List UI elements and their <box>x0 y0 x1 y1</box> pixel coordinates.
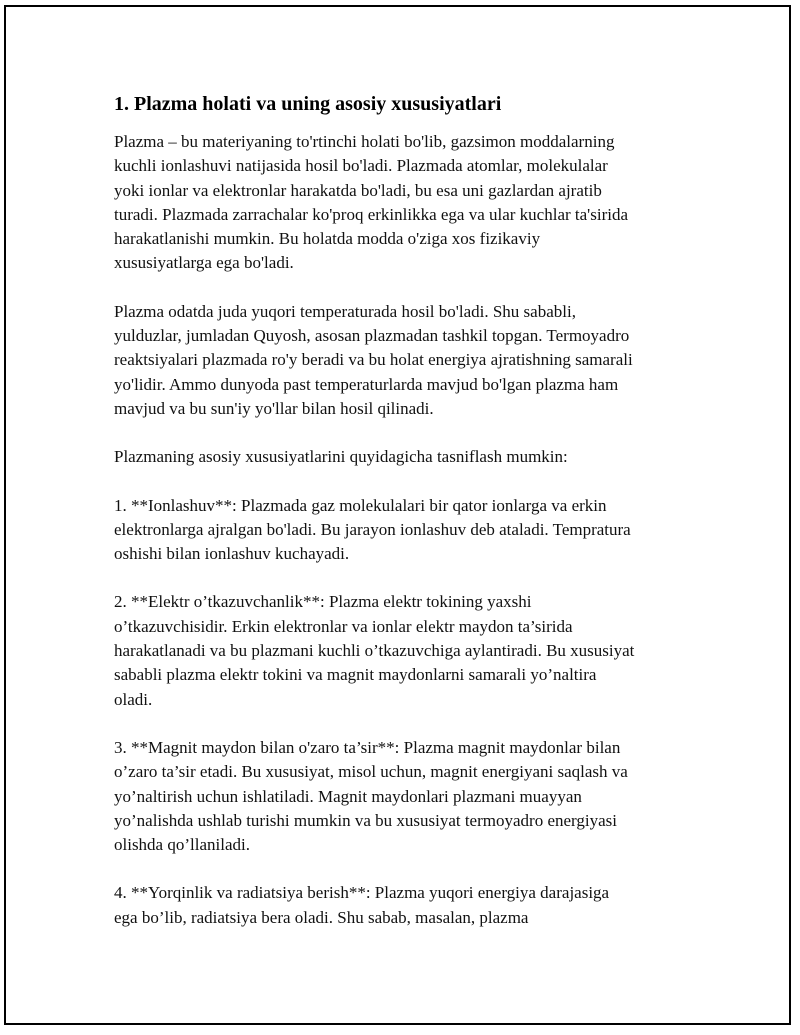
paragraph <box>114 130 694 276</box>
paragraph-line: mavjud va bu sun'iy yo'llar bilan hosil qilinadi. <box>114 398 434 418</box>
paragraph-line: ega bo’lib, radiatsiya bera oladi. Shu sabab, masalan, plazma <box>114 907 529 927</box>
paragraph-line: harakatlanadi va bu plazmani kuchli o’tkazuvchiga aylantiradi. Bu xususiyat <box>114 641 635 661</box>
paragraph-line: yo'lidir. Ammo dunyoda past temperaturlarda mavjud bo'lgan plazma ham <box>114 374 619 394</box>
paragraph <box>114 590 694 711</box>
paragraph-line: o’tkazuvchisidir. Erkin elektronlar va ionlar elektr maydon ta’sirida <box>114 616 573 636</box>
paragraph-line: 4. **Yorqinlik va radiatsiya berish**: Plazma yuqori energiya darajasiga <box>114 883 610 903</box>
paragraph-line: Plazma odatda juda yuqori temperaturada hosil bo'ladi. Shu sababli, <box>114 301 576 321</box>
paragraph-line: yo’naltirish uchun ishlatiladi. Magnit maydonlari plazmani muayyan <box>114 786 582 806</box>
paragraph-line: 1. **Ionlashuv**: Plazmada gaz molekulalari bir qator ionlarga va erkin <box>114 495 607 515</box>
paragraph-line: oshishi bilan ionlashuv kuchayadi. <box>114 544 350 564</box>
paragraph-line: yulduzlar, jumladan Quyosh, asosan plazmadan tashkil topgan. Termoyadro <box>114 326 630 346</box>
paragraph-line: xususiyatlarga ega bo'ladi. <box>114 253 294 273</box>
paragraph-line: elektronlarga ajralgan bo'ladi. Bu jarayon ionlashuv deb ataladi. Tempratura <box>114 519 631 539</box>
paragraph-line: 2. **Elektr o’tkazuvchanlik**: Plazma elektr tokining yaxshi <box>114 592 532 612</box>
paragraph-line: oladi. <box>114 689 153 709</box>
paragraph-line: reaktsiyalari plazmada ro'y beradi va bu holat energiya ajratishning samarali <box>114 350 633 370</box>
paragraph-line: yoki ionlar va elektronlar harakatda bo'ladi, bu esa uni gazlardan ajratib <box>114 180 602 200</box>
paragraph-list <box>114 130 694 930</box>
paragraph-line: 3. **Magnit maydon bilan o'zaro ta’sir**: Plazma magnit maydonlar bilan <box>114 737 621 757</box>
paragraph-line: kuchli ionlashuvi natijasida hosil bo'ladi. Plazmada atomlar, molekulalar <box>114 156 608 176</box>
paragraph-line: yo’nalishda ushlab turishi mumkin va bu xususiyat termoyadro energiyasi <box>114 810 617 830</box>
paragraph <box>114 881 694 930</box>
paragraph-line: harakatlanishi mumkin. Bu holatda modda o'ziga xos fizikaviy <box>114 229 541 249</box>
paragraph-line: Plazma – bu materiyaning to'rtinchi holati bo'lib, gazsimon moddalarning <box>114 132 615 151</box>
paragraph <box>114 494 694 567</box>
paragraph <box>114 300 694 421</box>
paragraph-line: turadi. Plazmada zarrachalar ko'proq erkinlikka ega va ular kuchlar ta'sirida <box>114 204 629 224</box>
paragraph-line: sababli plazma elektr tokini va magnit maydonlarni samarali yo’naltira <box>114 665 597 685</box>
paragraph <box>114 736 694 857</box>
paragraph <box>114 445 694 469</box>
paragraph-line: Plazmaning asosiy xususiyatlarini quyidagicha tasniflash mumkin: <box>114 447 568 467</box>
document-content <box>114 90 694 954</box>
paragraph-line: olishda qo’llaniladi. <box>114 835 250 855</box>
paragraph-line: o’zaro ta’sir etadi. Bu xususiyat, misol uchun, magnit energiyani saqlash va <box>114 762 628 782</box>
section-heading: 1. Plazma holati va uning asosiy xususiyatlari <box>114 93 502 115</box>
